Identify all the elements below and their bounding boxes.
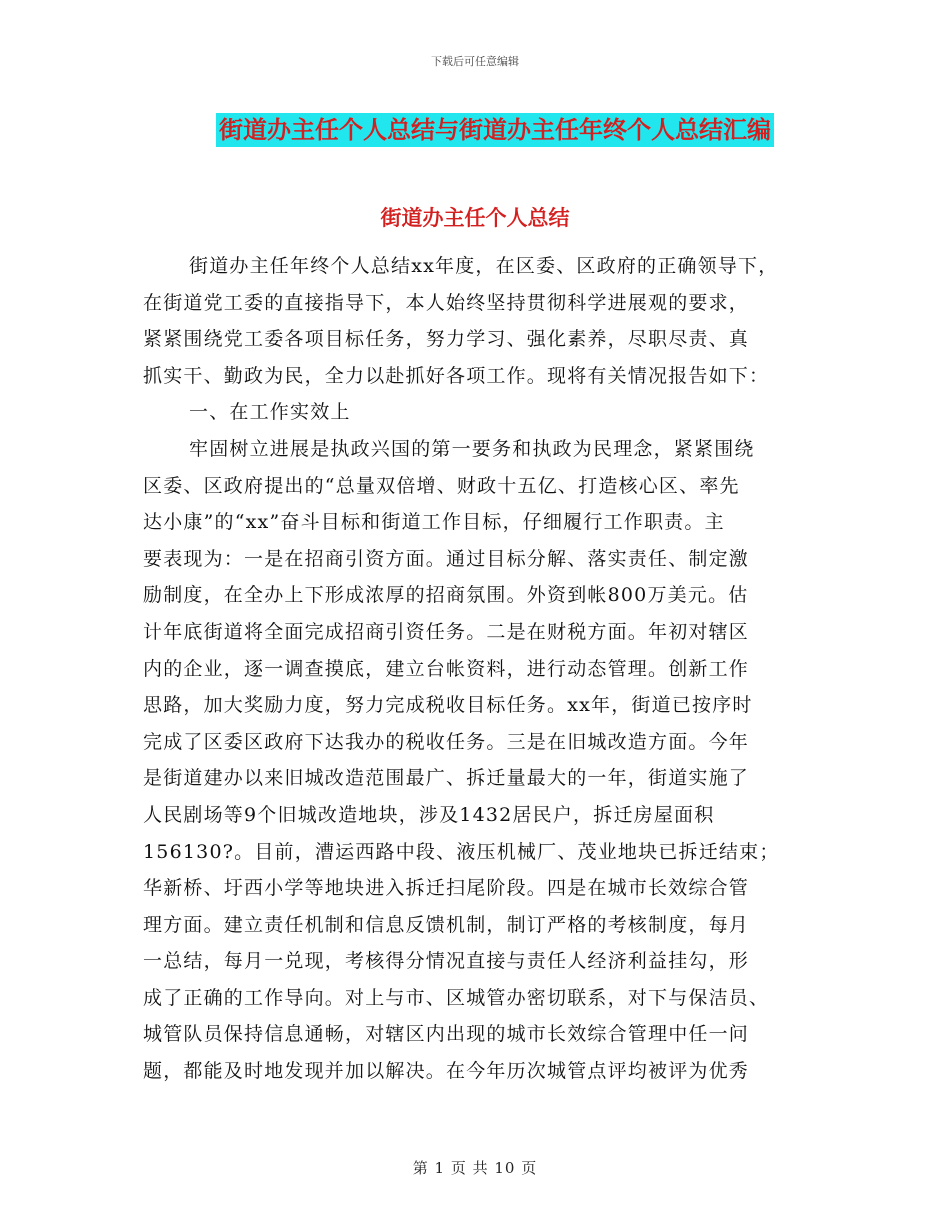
paragraph-line: 人民剧场等9个旧城改造地块，涉及1432居民户，拆迁房屋面积: [143, 803, 715, 826]
main-title-container: [0, 113, 950, 147]
paragraph-line: 计年底街道将全面完成招商引资任务。二是在财税方面。年初对辖区: [143, 620, 750, 643]
document-body: [143, 248, 823, 1090]
paragraph-line: 完成了区委区政府下达我办的税收任务。三是在旧城改造方面。今年: [143, 730, 750, 753]
paragraph-line: 理方面。建立责任机制和信息反馈机制，制订严格的考核制度，每月: [143, 913, 750, 936]
paragraph-line: 达小康”的“xx”奋斗目标和街道工作目标，仔细履行工作职责。主: [143, 511, 725, 534]
section-heading-line: 一、在工作实效上: [189, 401, 351, 424]
paragraph-line: 一总结，每月一兑现，考核得分情况直接与责任人经济利益挂勾，形: [143, 950, 750, 973]
paragraph-line: 是街道建办以来旧城改造范围最广、拆迁量最大的一年，街道实施了: [143, 767, 750, 790]
paragraph-line: 城管队员保持信息通畅，对辖区内出现的城市长效综合管理中任一问: [143, 1023, 750, 1046]
paragraph-line: 要表现为：一是在招商引资方面。通过目标分解、落实责任、制定激: [143, 547, 750, 570]
paragraph-line: 156130?。目前，漕运西路中段、液压机械厂、茂业地块已拆迁结束；: [143, 840, 780, 863]
paragraph-line: 题，都能及时地发现并加以解决。在今年历次城管点评均被评为优秀: [143, 1060, 750, 1083]
paragraph-line: 励制度，在全办上下形成浓厚的招商氛围。外资到帐800万美元。估: [143, 584, 749, 607]
paragraph-line: 华新桥、圩西小学等地块进入拆迁扫尾阶段。四是在城市长效综合管: [143, 877, 750, 900]
paragraph-line: 内的企业，逐一调查摸底，建立台帐资料，进行动态管理。创新工作: [143, 657, 750, 680]
header-note: 下载后可任意编辑: [431, 55, 519, 68]
paragraph-line: 区委、区政府提出的“总量双倍增、财政十五亿、打造核心区、率先: [143, 474, 740, 497]
document-main-title: 街道办主任个人总结与街道办主任年终个人总结汇编: [216, 113, 774, 147]
paragraph-line: 紧紧围绕党工委各项目标任务，努力学习、强化素养，尽职尽责、真: [143, 328, 750, 351]
paragraph-line: 成了正确的工作导向。对上与市、区城管办密切联系，对下与保洁员、: [143, 986, 770, 1009]
page-number: 第 1 页 共 10 页: [412, 1159, 538, 1177]
paragraph-line: 牢固树立进展是执政兴国的第一要务和执政为民理念，紧紧围绕: [189, 437, 755, 460]
paragraph-line: 街道办主任年终个人总结xx年度，在区委、区政府的正确领导下，: [189, 255, 779, 277]
paragraph-line: 思路，加大奖励力度，努力完成税收目标任务。xx年，街道已按序时: [143, 694, 753, 717]
paragraph-line: 在街道党工委的直接指导下，本人始终坚持贯彻科学进展观的要求，: [143, 291, 750, 314]
paragraph-line: 抓实干、勤政为民，全力以赴抓好各项工作。现将有关情况报告如下：: [143, 364, 770, 387]
section-title: 街道办主任个人总结: [380, 206, 570, 230]
